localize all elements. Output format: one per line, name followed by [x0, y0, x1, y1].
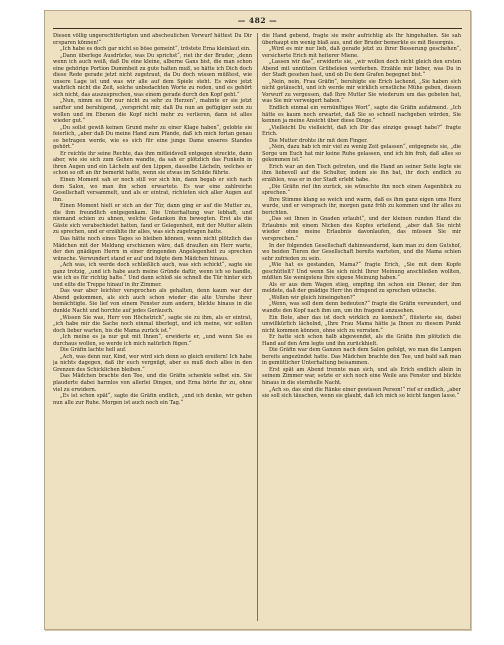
paragraph: Einen Moment hielt er sich an der Tür, dann ging er auf die Mutter zu, die ihm freundlich entgegenkam. Die Unterhaltung war lebhaft, und niemand schien zu ahnen, welche Gedanken ihn bewegten. Erst als die Gäste sich verabschiedet hatten, fand er Gelegenheit, mit der Mutter allein zu sprechen, und er erzählte ihr alles, was sich zugetragen hatte.: [53, 203, 252, 236]
paragraph: „Wissen Sie was, Herr von Höchstrich“, sagte sie zu ihm, als er eintrat, „ich habe mir die Sache noch einmal überlegt, und ich meine, wir sollten doch lieber warten, bis die Mama zurück ist.“: [53, 314, 252, 334]
paragraph: Er reichte ihr seine Rechte, das ihm mitleidsvoll entgegen streckte, dann aber, wie sie sich zum Gehen wandte, da sah er plötzlich das Funkeln in ihren Augen und ein Lächeln auf den Lippen, dasselbe Lächeln, welches er schon so oft an ihr bemerkt hatte, wenn sie etwas im Schilde führte.: [53, 150, 252, 177]
paragraph: Als er aus dem Wagen stieg, empfing ihn schon ein Diener, der ihm meldete, daß der gnädige Herr ihn dringend zu sprechen wünsche.: [262, 281, 461, 295]
paragraph: Die Gräfin lachte hell auf.: [60, 347, 127, 354]
paragraph: „Wird es mir nur lieb, daß gerade jetzt zu ihrer Besserung geschehen“, versicherte Erich mit heiterer Miene.: [262, 46, 461, 59]
paragraph: „Die Gräfin rief ihn zurück, sie wünschte ihn noch einen Augenblick zu sprechen.“: [262, 183, 461, 197]
paragraph: „Ach, was denn nur, Kind, wer wird sich denn so gleich ereifern! Ich habe ja nichts dagegen, daß ihr euch vergnügt, aber es muß doch alles in den Grenzen des Schicklichen bleiben.“: [53, 353, 252, 373]
paragraph: Endlich einmal ein vernünftiges Wort“, sagte die Gräfin aufatmend. „Ich hätte es kaum noch erwartet, daß Sie so schnell nachgeben würden, Sie kennen ja meine Ansicht über diese Dinge.“: [262, 105, 461, 125]
left-column: [53, 33, 252, 621]
paragraph: Er hatte sich schon halb abgewendet, als die Gräfin ihm plötzlich die Hand auf den Arm legte und ihn zurückhielt.: [262, 334, 461, 347]
paragraph: Die Gräfin war dem Ganzen nach dem Salon gefolgt, wo man die Lampen bereits angezündet hatte. Das Mädchen brachte den Tee, und bald saß man in gemütlicher Unterhaltung beisammen.: [262, 347, 461, 367]
paragraph: Das Mädchen brachte den Tee, und die Gräfin schenkte selbst ein. Sie plauderte dabei harmlos von allerlei Dingen, und Erna hörte ihr zu, ohne viel zu erwidern.: [53, 373, 252, 393]
paragraph: Erich war an den Tisch getreten, und die Hand an seiner Seite legte sie ihm liebevoll auf die Schulter, indem sie ihn bat, ihr doch endlich zu erzählen, was er in der Stadt erlebt habe.: [262, 163, 461, 184]
paragraph: die Hand gebend, fragte sie mehr aufrichtig als Ihr hingehalten. Sie sah überhaupt ein wenig blaß aus, und der Bruder bemerkte es mit Besorgnis.: [262, 33, 461, 46]
paragraph: „Wie hat es gestanden, Mama?“ fragte Erich, „Sie mit dem Kopfe geschüttelt? Und wenn Sie sich nicht Ihrer Meinung anschließen wollten, müßten Sie wenigstens Ihre eigene Meinung haben.“: [262, 262, 461, 282]
right-column: [262, 33, 461, 621]
page-number: — 482 —: [237, 16, 278, 25]
paragraph: „Nun, nimm es Dir nur nicht zu sehr zu Herzen“, mahnte er sie jetzt sanfter und beruhigend, „verspricht mir, daß Du nun an gefügiger sein zu wollen und im Ebenen die Kopf nicht mehr zu verlieren, dann ist alles wieder gut.“: [53, 98, 252, 125]
paragraph: In der folgenden Gesellschaft dahinwandernd, kam man zu dem Gutshof, wo beiden Tieren der Gesellschaft bereits warteten, und die Mama schien sehr zufrieden zu sein.: [262, 242, 461, 262]
paragraph: „Ach was, ich werde doch schließlich auch, was sich schickt“, sagte sie ganz trotzig, „und ich habe auch meine Gründe dafür, wenn ich so handle, wie ich es für richtig halte.“ Und dann schloß sie schnell die Tür hinter sich und eilte die Treppe hinauf in ihr Zimmer.: [53, 262, 252, 288]
paragraph: „Ach so, das sind die Ränke einer gewissen Person!“ rief er endlich, „aber sie soll sich täuschen, wenn sie glaubt, daß ich mich so leicht fangen lasse.“: [262, 386, 461, 400]
column-divider: [257, 33, 258, 621]
paragraph: „Du sollst gewiß keinen Grund mehr zu einer Klage haben“, gelobte sie feierlich, „aber daß Du meine Hand zum Pfande, daß ich mich fortan genau so betragen werde, wie es sich für eine junge Dame unseres Standes gehört.“: [53, 124, 252, 151]
paragraph: Das war aber leichter versprochen als gehalten, denn kaum war der Abend gekommen, als sich auch schon wieder die alte Unruhe ihrer bemächtigte. Sie lief von einem Fenster zum andern, blickte hinaus in die dunkle Nacht und horchte auf jedes Geräusch.: [53, 288, 252, 314]
paragraph: „Wollen wir gleich hineingehen?“: [269, 294, 356, 301]
paragraph: „Ich meine es ja nur gut mit Ihnen“, erwiderte er, „und wenn Sie es durchaus wollen, so werde ich mich natürlich fügen.“: [53, 334, 252, 347]
paragraph: Erst spät am Abend trennte man sich, und als Erich endlich allein in seinem Zimmer war, setzte er sich noch eine Weile ans Fenster und blickte hinaus in die sternhelle Nacht.: [262, 366, 461, 386]
paragraph: „Nein, nein, Frau Gräfin“, beruhigte sie Erich lachend, „Sie haben sich nicht getäuscht, und ich werde mir wirklich ernstliche Mühe geben, diesen Vorwurf zu vergessen, daß Ihre Mutter Sie wiederum um das gebeten hat, was Sie mir verweigert haben.“: [262, 78, 461, 105]
paragraph: „Dann überlege Ausdrücke, was Du sprichst“, riet ihr der Bruder, „denn wenn ich auch weiß, daß Du eine kleine, alberne Gans bist, die man schon eine gehörige Portion Dummheit zu gute halten muß, so hätte ich Dich doch diese Rede gerade jetzt nicht zugetraut, da Du doch wissen müßtest, wie unsere Lage ist und was wir alle auf dem Spiele steht. Es wäre jetzt wahrlich nicht die Zeit, solche unbedachten Worte zu reden, und es gehört sich nicht, das auszusprechen, was einem gerade durch den Kopf geht.“: [53, 52, 252, 98]
paragraph: Einen Moment sah er noch still vor sich hin, dann begab er sich nach dem Salon, wo man ihn schon erwartete. Es war eine zahlreiche Gesellschaft versammelt, und als er eintrat, richteten sich aller Augen auf ihn.: [53, 177, 252, 203]
header-rule: [53, 28, 462, 29]
paragraph: „Lassen wir das“, erwiderte sie, „wir wollen doch nicht gleich den ersten Abend mit unnützen Grübeleien verderben. Erzähle mir lieber, was Du in der Stadt gesehen hast, und ob Du dem Grafen begegnet bist.“: [262, 59, 461, 79]
paragraph: „Wenn, was soll dem denn bedeuten?“ fragte die Gräfin verwundert, und wandte den Kopf nach ihm um, um ihn fragend anzusehen.: [262, 301, 461, 314]
paragraph: Die Mutter drohte ihr mit dem Finger.: [269, 137, 368, 144]
paragraph: „Ich habe es doch gar nicht so böse gemeint“, tröstete Erna kleinlaut ein.: [60, 46, 251, 53]
newspaper-page: [44, 10, 471, 630]
paragraph: „Vielleicht Du vielleicht, daß ich Dir das einzige gesagt habe?“ fragte Erich.: [262, 124, 461, 138]
paragraph: „Nein, dazu hab ich mir viel zu wenig Zeit gelassen“, entgegnete sie, „die Sorge um Euch hat mir keine Ruhe gelassen, und ich bin froh, daß alles so gekommen ist.“: [262, 144, 461, 164]
paragraph: Ein Bote, aber das ist doch wirklich zu komisch“, flüsterte sie, dabei unwillkürlich lächelnd, „Ihre Frau Mama hätte ja Ihnen zu diesem Punkt nicht kommen können, ohne sich zu verraten.“: [262, 314, 461, 334]
paragraph: Diesen völlig ungerechtfertigten und abscheulichen Vorwurf hättest Du Dir ersparen können!“: [53, 33, 252, 46]
paragraph: Das hätte noch eines Tages so bleiben können, wenn nicht plötzlich das Mädchen mit der Meldung erschienen wäre, daß draußen ein Herr warte, der den gnädigen Herrn in einer dringenden Angelegenheit zu sprechen wünsche. Verwundert stand er auf und folgte dem Mädchen hinaus.: [53, 235, 252, 262]
paragraph: „Das sei Ihnen in Gnaden erlaubt“, und der kleinen runden Hand die Erlaubnis mit einem Nicken des Kopfes erteilend, „aber daß Sie nicht wieder ohne meine Erlaubnis davonlaufen, das müssen Sie mir versprechen.“: [262, 216, 461, 242]
paragraph: „Es ist schon spät“, sagte die Gräfin endlich, „und ich denke, wir gehen nun alle zur Ruhe. Morgen ist auch noch ein Tag.“: [53, 393, 252, 406]
paragraph: Ihre Stimme klang so weich und warm, daß es ihm ganz eigen ums Herz wurde, und er versprach ihr, morgen ganz früh zu kommen und ihr alles zu berichten.: [262, 196, 461, 216]
